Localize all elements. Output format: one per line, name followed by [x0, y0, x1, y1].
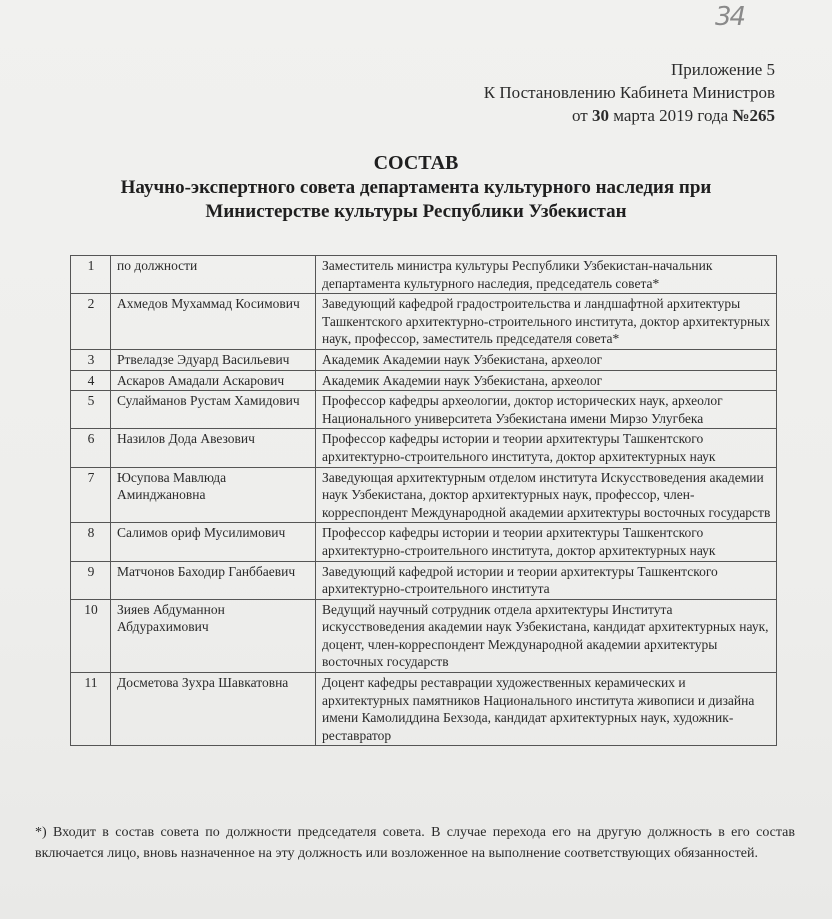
- member-position: Заведующий кафедрой градостроительства и ландшафтной архитектуры Ташкентского архитектурно-строительного института, доктор архитектурных наук, профессор, заместитель председателя совета*: [316, 294, 777, 350]
- table-row: [71, 391, 777, 429]
- member-name: Досметова Зухра Шавкатовна: [111, 673, 316, 746]
- member-number: 6: [71, 429, 111, 467]
- member-number: 2: [71, 294, 111, 350]
- member-position: Ведущий научный сотрудник отдела архитектуры Института искусствоведения академии наук Узбекистана, кандидат архитектурных наук, доцент, член-корреспондент Международной академии архитектуры восточных государств: [316, 599, 777, 672]
- member-number: 8: [71, 523, 111, 561]
- member-position: Профессор кафедры археологии, доктор исторических наук, археолог Национального университета Узбекистана имени Мирзо Улугбека: [316, 391, 777, 429]
- member-position: Заведующая архитектурным отделом института Искусствоведения академии наук Узбекистана, доктор архитектурных наук, профессор, член-корреспондент Международной академии архитектуры восточных государств: [316, 467, 777, 523]
- document-title: [0, 150, 832, 224]
- date-month-year: марта 2019 года: [609, 106, 733, 125]
- member-name: Сулайманов Рустам Хамидович: [111, 391, 316, 429]
- member-number: 5: [71, 391, 111, 429]
- title-sub-line-2: Министерстве культуры Республики Узбекистан: [205, 201, 627, 222]
- member-name: Салимов ориф Мусилимович: [111, 523, 316, 561]
- member-position: Академик Академии наук Узбекистана, археолог: [316, 349, 777, 370]
- table-row: [71, 256, 777, 294]
- member-position: Профессор кафедры истории и теории архитектуры Ташкентского архитектурно-строительного института, доктор архитектурных наук: [316, 429, 777, 467]
- date-prefix: от: [572, 106, 592, 125]
- member-position: Профессор кафедры истории и теории архитектуры Ташкентского архитектурно-строительного института, доктор архитектурных наук: [316, 523, 777, 561]
- member-position: Академик Академии наук Узбекистана, археолог: [316, 370, 777, 391]
- member-number: 4: [71, 370, 111, 391]
- member-name: Юсупова Мавлюда Аминджановна: [111, 467, 316, 523]
- member-name: Матчонов Баходир Ганббаевич: [111, 561, 316, 599]
- member-name: Зияев Абдуманнон Абдурахимович: [111, 599, 316, 672]
- member-number: 3: [71, 349, 111, 370]
- date-day: 30: [592, 106, 609, 125]
- table-row: [71, 673, 777, 746]
- member-number: 7: [71, 467, 111, 523]
- member-name: Аскаров Амадали Аскарович: [111, 370, 316, 391]
- handwritten-page-number: 34: [715, 2, 745, 32]
- footnote: *) Входит в состав совета по должности председателя совета. В случае перехода его на другую должность в его состав включается лицо, вновь назначенное на эту должность или возложенное на выполнение соответствующих обязанностей.: [35, 825, 795, 861]
- member-name: по должности: [111, 256, 316, 294]
- members-table: [70, 255, 777, 746]
- table-row: [71, 294, 777, 350]
- resolution-number: №265: [732, 106, 775, 125]
- member-position: Заведующий кафедрой истории и теории архитектуры Ташкентского архитектурно-строительного института: [316, 561, 777, 599]
- member-name: Ртвеладзе Эдуард Васильевич: [111, 349, 316, 370]
- table-row: [71, 429, 777, 467]
- title-sub-line-1: Научно-экспертного совета департамента культурного наследия при: [120, 177, 712, 198]
- member-position: Доцент кафедры реставрации художественных керамических и архитектурных памятников Национального института живописи и дизайна имени Камолиддина Бехзода, кандидат архитектурных наук, художник-реставратор: [316, 673, 777, 746]
- appendix-line-1: Приложение 5: [671, 60, 775, 79]
- member-position: Заместитель министра культуры Республики Узбекистан-начальник департамента культурного наследия, председатель совета*: [316, 256, 777, 294]
- member-number: 10: [71, 599, 111, 672]
- member-number: 9: [71, 561, 111, 599]
- member-number: 1: [71, 256, 111, 294]
- table-row: [71, 370, 777, 391]
- title-main: СОСТАВ: [373, 152, 459, 174]
- table-row: [71, 467, 777, 523]
- appendix-line-3: [484, 104, 775, 127]
- member-number: 11: [71, 673, 111, 746]
- appendix-line-2: К Постановлению Кабинета Министров: [483, 83, 775, 102]
- table-row: [71, 349, 777, 370]
- appendix-header: [484, 58, 775, 127]
- member-name: Назилов Дода Авезович: [111, 429, 316, 467]
- member-name: Ахмедов Мухаммад Косимович: [111, 294, 316, 350]
- table-row: [71, 523, 777, 561]
- table-row: [71, 599, 777, 672]
- table-row: [71, 561, 777, 599]
